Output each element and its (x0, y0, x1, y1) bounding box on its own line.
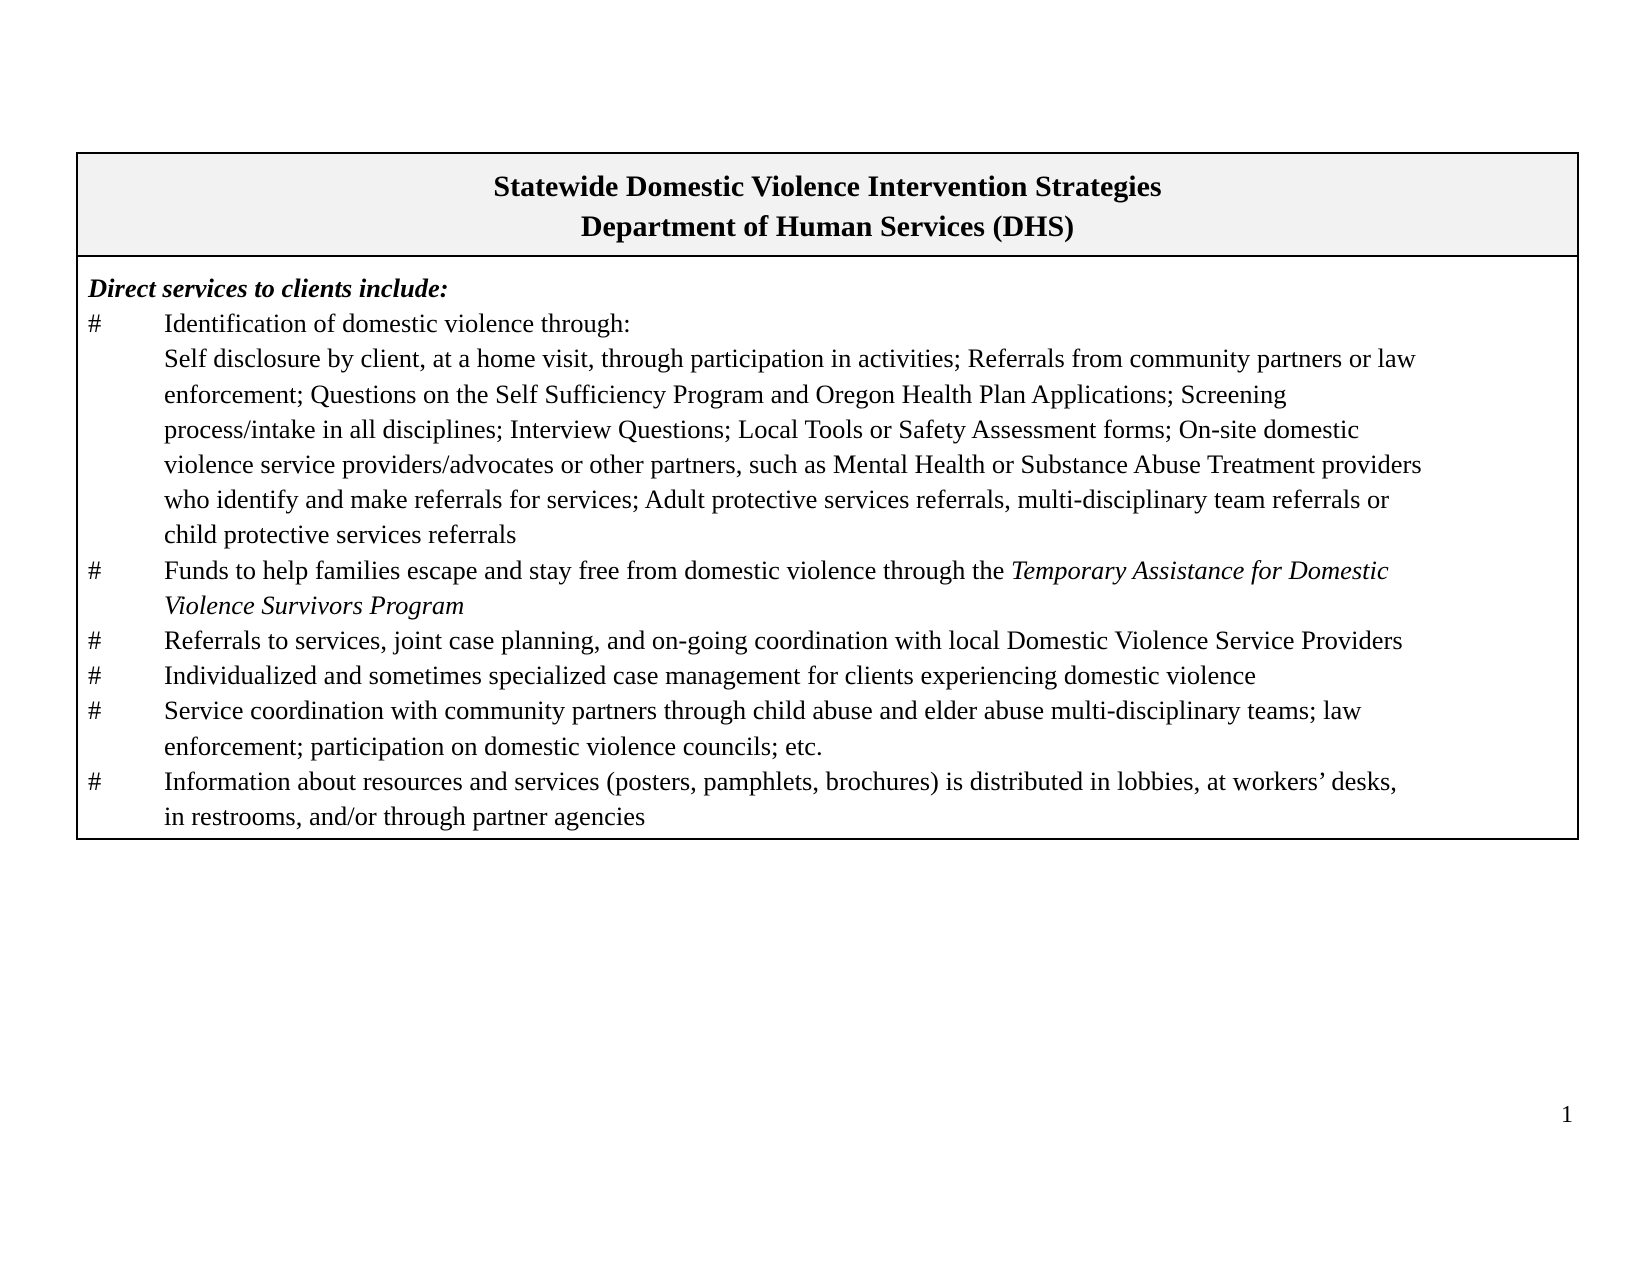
program-name-italic: Temporary Assistance for Domestic (1011, 554, 1389, 585)
item-line: Information about resources and services (posters, pamphlets, brochures) is distributed in lobbies, at workers’ desks, (164, 765, 1397, 796)
item-line (164, 553, 1569, 588)
table-header (78, 154, 1577, 257)
list-item (88, 764, 1569, 834)
list-item-text (164, 764, 1569, 834)
item-detail-line: process/intake in all disciplines; Interview Questions; Local Tools or Safety Assessment forms; On-site domestic (164, 413, 1360, 444)
item-line: Individualized and sometimes specialized case management for clients experiencing domestic violence (164, 660, 1256, 691)
bullet-marker: # (88, 554, 102, 585)
page-title: Statewide Domestic Violence Intervention Strategies (493, 170, 1162, 203)
item-detail-line: enforcement; Questions on the Self Sufficiency Program and Oregon Health Plan Applications; Screening (164, 378, 1287, 409)
item-detail-line: Self disclosure by client, at a home visit, through participation in activities; Referrals from community partners or law (164, 343, 1416, 374)
list-item (88, 658, 1569, 693)
page-number: 1 (1561, 1102, 1573, 1128)
content-table (76, 152, 1579, 840)
list-item-text (164, 623, 1569, 658)
page-subtitle: Department of Human Services (DHS) (580, 210, 1075, 243)
list-item (88, 553, 1569, 623)
item-line: Identification of domestic violence through: (164, 308, 631, 339)
item-detail-line: who identify and make referrals for services; Adult protective services referrals, multi-disciplinary team referrals or (164, 484, 1390, 515)
list-item-text (164, 306, 1569, 552)
bullet-marker: # (88, 695, 102, 726)
item-detail-line: violence service providers/advocates or other partners, such as Mental Health or Substance Abuse Treatment providers (164, 449, 1422, 480)
item-line: Service coordination with community partners through child abuse and elder abuse multi-disciplinary teams; law (164, 695, 1362, 726)
list-item (88, 693, 1569, 763)
list-item (88, 623, 1569, 658)
item-line: enforcement; participation on domestic violence councils; etc. (164, 730, 823, 761)
bullet-marker: # (88, 308, 102, 339)
list-item-text (164, 693, 1569, 763)
item-line: in restrooms, and/or through partner agencies (164, 801, 646, 832)
bullet-marker: # (88, 660, 102, 691)
table-body (78, 257, 1577, 838)
list-item-text (164, 658, 1569, 693)
list-item (88, 306, 1569, 552)
item-line: Referrals to services, joint case planning, and on-going coordination with local Domestic Violence Service Providers (164, 625, 1403, 656)
bullet-marker: # (88, 625, 102, 656)
list-item-text (164, 553, 1569, 623)
item-detail-line: child protective services referrals (164, 519, 517, 550)
item-text-plain: Funds to help families escape and stay free from domestic violence through the (164, 554, 1012, 585)
program-name-italic-continued: Violence Survivors Program (164, 589, 465, 620)
section-intro: Direct services to clients include: (88, 273, 449, 303)
bullet-marker: # (88, 765, 102, 796)
